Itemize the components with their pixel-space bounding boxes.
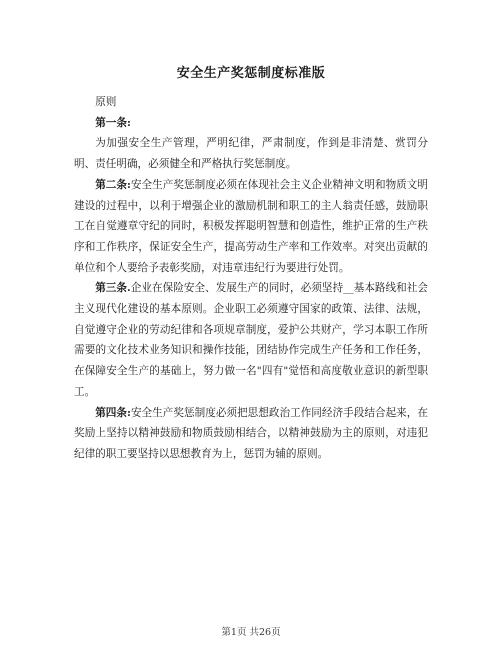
- article-4-paragraph: [74, 403, 428, 465]
- article-3-label: 第三条.: [95, 282, 131, 295]
- article-1-text: 为加强安全生产管理，严明纪律，严肃制度，作到是非清楚、赏罚分明、责任明确，必须健全和严格执行奖惩制度。: [74, 137, 428, 171]
- page-number-footer: 第1页 共26页: [221, 627, 281, 638]
- article-3-paragraph: [74, 278, 428, 402]
- article-3-text: 企业在保险安全、发展生产的同时，必须坚持__基本路线和社会主义现代化建设的基本原则。企业职工必须遵守国家的政策、法律、法规，自觉遵守企业的劳动纪律和各项规章制度，爱护公共财产，学习本职工作所需要的文化技术业务知识和操作技能，团结协作完成生产任务和工作任务，在保障安全生产的基础上，努力做一名"四有"觉悟和高度敬业意识的新型职工。: [74, 282, 428, 398]
- article-4-label: 第四条:: [95, 406, 131, 419]
- article-1-label: 第一条:: [95, 116, 131, 129]
- article-4-text: 安全生产奖惩制度必须把思想政治工作同经济手段结合起来，在奖励上坚持以精神鼓励和物质鼓励相结合，以精神鼓励为主的原则，对违犯纪律的职工要坚持以思想教育为上，惩罚为辅的原则。: [74, 406, 428, 460]
- article-1-heading: [74, 113, 428, 134]
- article-2-text: 安全生产奖惩制度必须在体现社会主义企业精神文明和物质文明建设的过程中，以利于增强企业的激励机制和职工的主人翁责任感，鼓励职工在自觉遵章守纪的同时，积极发挥聪明智慧和创造性，维护正常的生产秩序和工作秩序，保证安全生产，提高劳动生产率和工作效率。对突出贡献的单位和个人要给予表彰奖励，对违章违纪行为要进行处罚。: [74, 178, 428, 274]
- document-body: [74, 92, 428, 465]
- article-1-paragraph: [74, 133, 428, 174]
- section-heading: 原则: [95, 96, 117, 108]
- article-2-label: 第二条:: [95, 178, 131, 191]
- document-title: 安全生产奖惩制度标准版: [176, 66, 326, 81]
- article-2-paragraph: [74, 175, 428, 279]
